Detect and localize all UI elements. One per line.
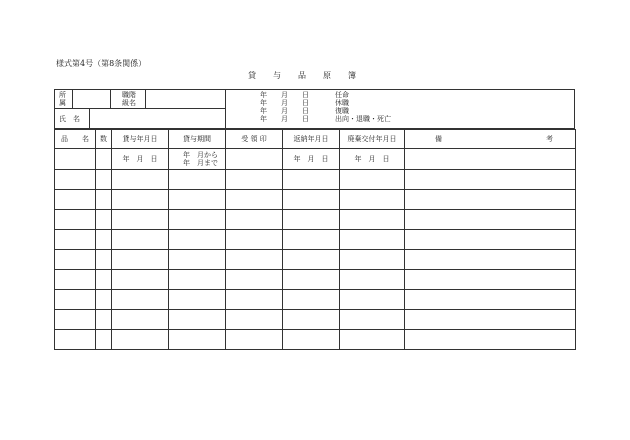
cell[interactable] xyxy=(55,250,96,270)
table-row xyxy=(55,170,576,190)
cell[interactable] xyxy=(96,250,112,270)
cell[interactable] xyxy=(405,250,576,270)
col-receipt-seal: 受 領 印 xyxy=(226,130,283,149)
event-type: 出向・退職・死亡 xyxy=(335,115,391,123)
col-loan-date: 貸与年月日 xyxy=(112,130,169,149)
cell[interactable] xyxy=(340,230,405,250)
cell[interactable] xyxy=(169,210,226,230)
cell[interactable] xyxy=(283,310,340,330)
title-char: 与 xyxy=(273,71,281,80)
event-date: 年 月 日 xyxy=(260,91,309,99)
cell[interactable] xyxy=(226,149,283,170)
cell[interactable] xyxy=(169,310,226,330)
cell[interactable] xyxy=(96,149,112,170)
cell[interactable] xyxy=(55,330,96,350)
divider xyxy=(225,90,226,129)
title-char: 簿 xyxy=(348,71,356,80)
cell[interactable] xyxy=(226,250,283,270)
cell[interactable] xyxy=(283,330,340,350)
cell[interactable] xyxy=(96,170,112,190)
cell[interactable] xyxy=(169,270,226,290)
employee-header xyxy=(54,89,575,129)
cell[interactable] xyxy=(96,230,112,250)
event-date: 年 月 日 xyxy=(260,99,309,107)
position-field[interactable] xyxy=(146,91,224,107)
affiliation-label: 所 属 xyxy=(59,91,66,107)
cell[interactable] xyxy=(405,170,576,190)
col-quantity: 数 xyxy=(96,130,112,149)
form-title xyxy=(248,70,373,81)
cell[interactable] xyxy=(96,290,112,310)
name-label: 氏 名 xyxy=(59,115,80,123)
table-row xyxy=(55,190,576,210)
col-loan-period: 貸与期間 xyxy=(169,130,226,149)
cell[interactable] xyxy=(340,250,405,270)
cell[interactable] xyxy=(55,230,96,250)
cell[interactable] xyxy=(340,170,405,190)
cell[interactable] xyxy=(226,290,283,310)
cell[interactable] xyxy=(112,270,169,290)
event-dates xyxy=(260,91,309,123)
cell[interactable] xyxy=(283,250,340,270)
table-row xyxy=(55,270,576,290)
cell[interactable] xyxy=(169,230,226,250)
cell[interactable] xyxy=(226,170,283,190)
event-date: 年 月 日 xyxy=(260,115,309,123)
cell[interactable] xyxy=(283,210,340,230)
cell[interactable] xyxy=(55,210,96,230)
title-char: 品 xyxy=(298,71,306,80)
loan-register-table xyxy=(54,129,576,350)
cell[interactable] xyxy=(226,190,283,210)
cell[interactable] xyxy=(55,290,96,310)
cell[interactable] xyxy=(405,330,576,350)
cell[interactable] xyxy=(96,190,112,210)
form-id: 様式第4号（第8条関係） xyxy=(56,59,147,68)
return-date-cell[interactable]: 年 月 日 xyxy=(283,149,340,170)
position-label: 職階 級名 xyxy=(122,91,136,107)
cell[interactable] xyxy=(96,270,112,290)
cell[interactable] xyxy=(226,330,283,350)
cell[interactable] xyxy=(112,230,169,250)
event-type: 任命 xyxy=(335,91,349,99)
loan-period-cell[interactable]: 年 月から 年 月まで xyxy=(169,149,226,170)
cell[interactable] xyxy=(112,190,169,210)
cell[interactable] xyxy=(340,310,405,330)
col-item-name: 品 名 xyxy=(55,130,96,149)
cell[interactable] xyxy=(112,250,169,270)
table-row xyxy=(55,230,576,250)
cell[interactable] xyxy=(96,330,112,350)
cell[interactable] xyxy=(283,230,340,250)
cell[interactable] xyxy=(405,230,576,250)
cell[interactable] xyxy=(112,310,169,330)
event-types xyxy=(335,91,391,123)
cell[interactable] xyxy=(55,149,96,170)
title-char: 貸 xyxy=(248,71,256,80)
cell[interactable] xyxy=(112,170,169,190)
cell[interactable] xyxy=(169,190,226,210)
loan-date-cell[interactable]: 年 月 日 xyxy=(112,149,169,170)
cell[interactable] xyxy=(283,290,340,310)
table-row xyxy=(55,149,576,170)
disposal-date-cell[interactable]: 年 月 日 xyxy=(340,149,405,170)
cell[interactable] xyxy=(55,270,96,290)
col-disposal-date: 廃棄交付年月日 xyxy=(340,130,405,149)
cell[interactable] xyxy=(405,310,576,330)
cell[interactable] xyxy=(283,190,340,210)
cell[interactable] xyxy=(226,270,283,290)
divider xyxy=(110,90,111,108)
cell[interactable] xyxy=(340,290,405,310)
cell[interactable] xyxy=(226,230,283,250)
table-row xyxy=(55,310,576,330)
cell[interactable] xyxy=(340,270,405,290)
col-return-date: 返納年月日 xyxy=(283,130,340,149)
cell[interactable] xyxy=(340,330,405,350)
event-type: 休職 xyxy=(335,99,349,107)
name-field[interactable] xyxy=(90,109,224,128)
cell[interactable] xyxy=(405,270,576,290)
cell[interactable] xyxy=(96,210,112,230)
cell[interactable] xyxy=(340,190,405,210)
table-row xyxy=(55,210,576,230)
cell[interactable] xyxy=(112,330,169,350)
cell[interactable] xyxy=(405,210,576,230)
cell[interactable] xyxy=(169,170,226,190)
cell[interactable] xyxy=(55,310,96,330)
col-remarks: 備 考 xyxy=(405,130,576,149)
cell[interactable] xyxy=(55,170,96,190)
cell[interactable] xyxy=(169,290,226,310)
cell[interactable] xyxy=(226,310,283,330)
event-date: 年 月 日 xyxy=(260,107,309,115)
title-char: 原 xyxy=(323,71,331,80)
cell[interactable] xyxy=(283,170,340,190)
table-row xyxy=(55,250,576,270)
cell[interactable] xyxy=(96,310,112,330)
event-type: 復職 xyxy=(335,107,349,115)
cell[interactable] xyxy=(112,210,169,230)
cell[interactable] xyxy=(169,330,226,350)
cell[interactable] xyxy=(405,149,576,170)
cell[interactable] xyxy=(169,250,226,270)
cell[interactable] xyxy=(283,270,340,290)
cell[interactable] xyxy=(112,290,169,310)
affiliation-field[interactable] xyxy=(73,91,109,107)
cell[interactable] xyxy=(405,190,576,210)
cell[interactable] xyxy=(340,210,405,230)
table-row xyxy=(55,330,576,350)
cell[interactable] xyxy=(226,210,283,230)
cell[interactable] xyxy=(55,190,96,210)
cell[interactable] xyxy=(405,290,576,310)
table-row xyxy=(55,290,576,310)
column-header-row xyxy=(55,130,576,149)
